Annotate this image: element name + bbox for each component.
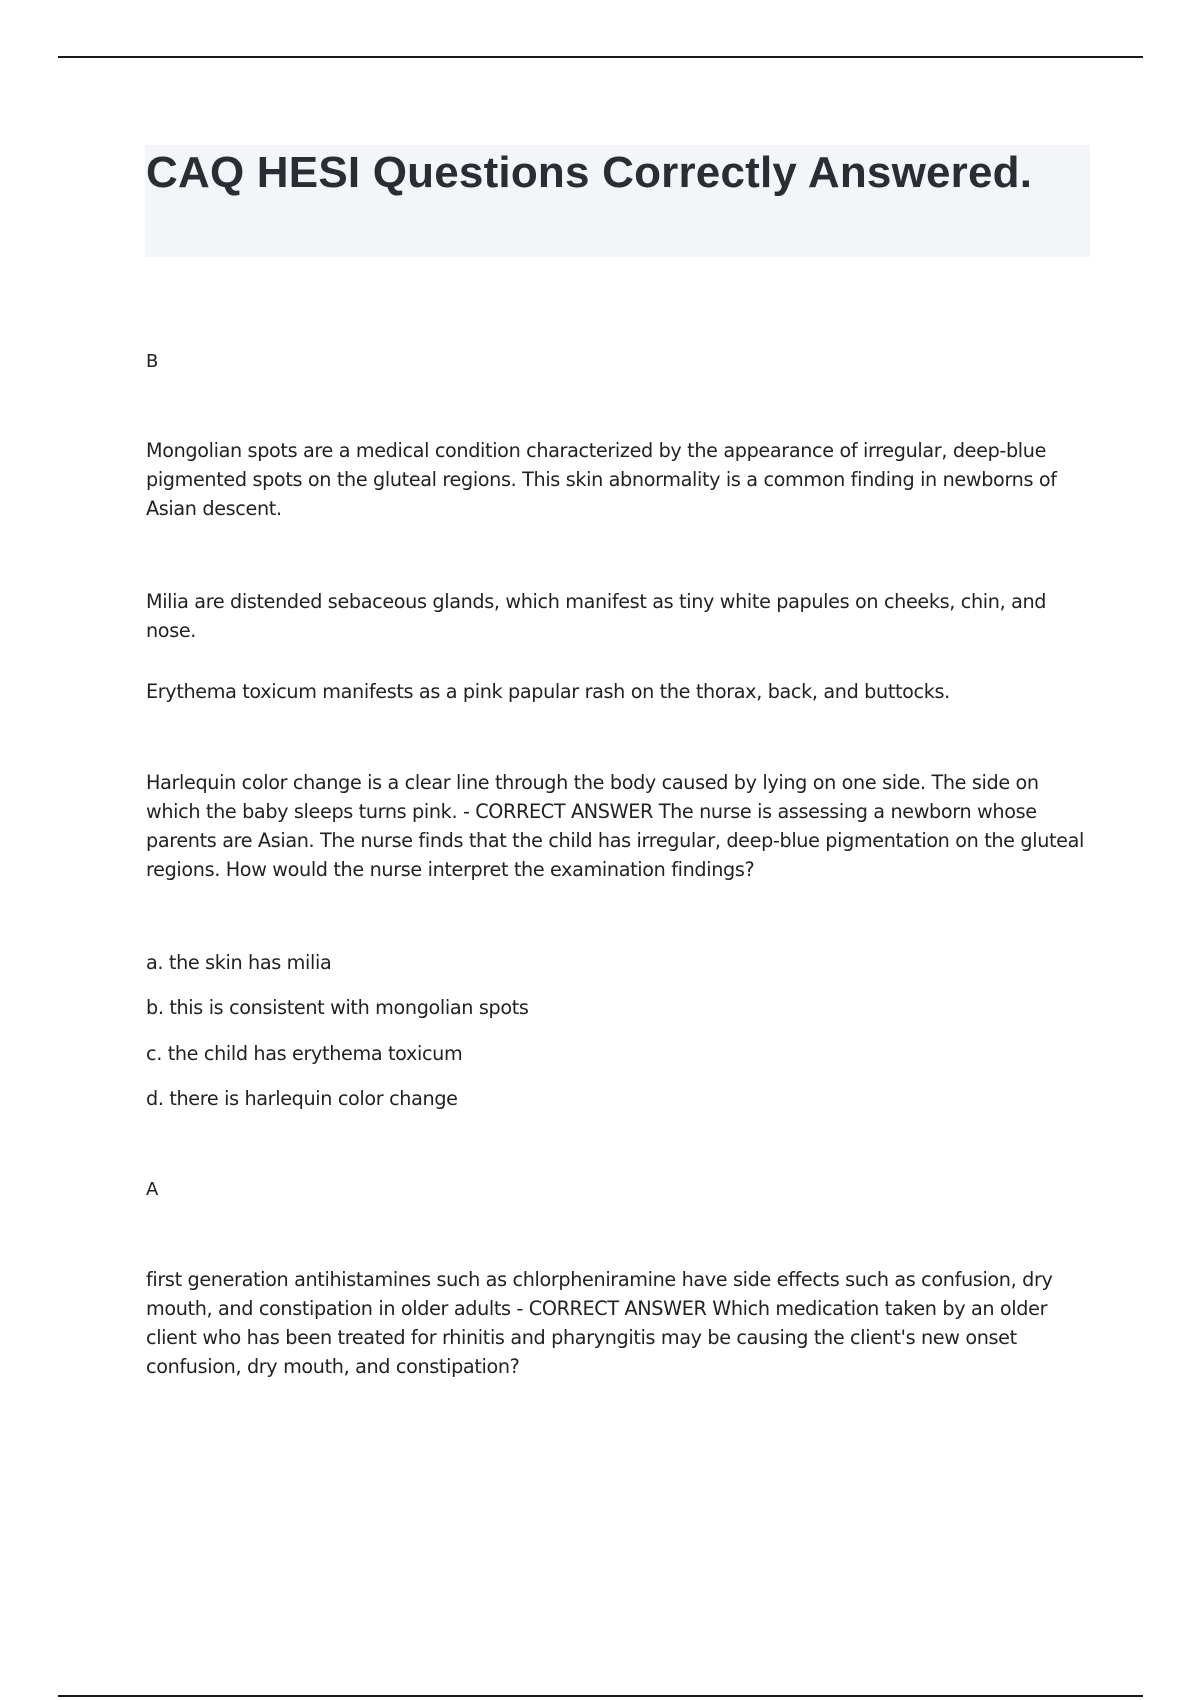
answer-letter-b: B <box>146 351 159 372</box>
footer-rule <box>58 1695 1143 1697</box>
header-rule <box>58 56 1143 58</box>
answer-letter-a: A <box>146 1179 159 1200</box>
rationale-erythema-toxicum: Erythema toxicum manifests as a pink papular rash on the thorax, back, and buttocks. <box>146 680 950 703</box>
rationale-mongolian-spots: Mongolian spots are a medical condition characterized by the appearance of irregular, deep-blue pigmented spots on the gluteal regions. This skin abnormality is a common finding in newborns of Asian descent. <box>146 439 1057 520</box>
rationale-antihistamines-and-question: first generation antihistamines such as chlorpheniramine have side effects such as confusion, dry mouth, and constipation in older adults - CORRECT ANSWER Which medication taken by an older client who has been treated for rhinitis and pharyngitis may be causing the client's new onset confusion, dry mouth, and constipation? <box>146 1268 1053 1378</box>
option-d: d. there is harlequin color change <box>146 1087 458 1110</box>
rationale-milia: Milia are distended sebaceous glands, which manifest as tiny white papules on cheeks, chin, and nose. <box>146 590 1047 642</box>
rationale-harlequin-and-question: Harlequin color change is a clear line through the body caused by lying on one side. The side on which the baby sleeps turns pink. - CORRECT ANSWER The nurse is assessing a newborn whose parents are Asian. The nurse finds that the child has irregular, deep-blue pigmentation on the gluteal regions. How would the nurse interpret the examination findings? <box>146 771 1085 881</box>
page-title: CAQ HESI Questions Correctly Answered. <box>146 148 1033 197</box>
option-b: b. this is consistent with mongolian spots <box>146 996 529 1019</box>
option-a: a. the skin has milia <box>146 951 332 974</box>
option-c: c. the child has erythema toxicum <box>146 1042 463 1065</box>
